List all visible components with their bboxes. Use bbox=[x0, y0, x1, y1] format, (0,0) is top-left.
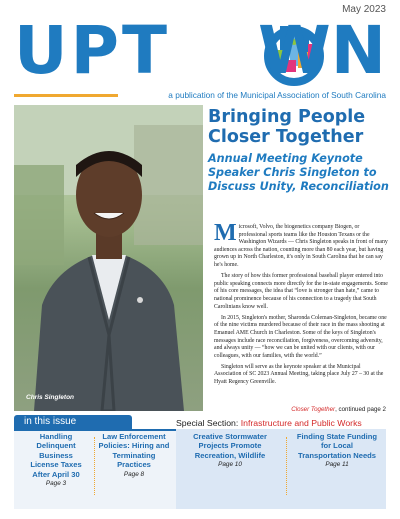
issue-item-page: Page 11 bbox=[325, 461, 349, 469]
photo-caption: Chris Singleton bbox=[26, 394, 75, 401]
continued-note[interactable] bbox=[291, 406, 386, 413]
issue-item-page: Page 8 bbox=[123, 470, 145, 478]
issue-item[interactable] bbox=[98, 432, 170, 480]
continued-link[interactable]: Closer Together bbox=[291, 406, 336, 413]
tagline-rule bbox=[14, 94, 118, 97]
continued-text: , continued page 2 bbox=[335, 406, 386, 413]
special-section-topic: Infrastructure and Public Works bbox=[240, 418, 362, 428]
issue-item-title[interactable]: Handling Delinquent Business License Taxes After April 30 bbox=[30, 432, 82, 479]
tagline-bar bbox=[14, 89, 386, 101]
cover-photo bbox=[14, 105, 203, 411]
masthead-title-main: UPT bbox=[14, 12, 170, 89]
issue-item[interactable] bbox=[294, 432, 380, 470]
issue-divider bbox=[94, 437, 95, 495]
story-paragraph bbox=[214, 220, 388, 270]
story-paragraph: Singleton will serve as the keynote speaker at the Municipal Association of SC 2023 Annual Meeting, taking place July 27 – 30 at the Hyatt Regency Greenville. bbox=[214, 363, 384, 386]
story-subhead: Annual Meeting Keynote Speaker Chris Singleton to Discuss Unity, Reconciliation bbox=[208, 152, 389, 193]
issue-item[interactable] bbox=[184, 432, 276, 470]
story-body bbox=[214, 220, 388, 390]
masthead bbox=[14, 12, 386, 90]
special-section-prefix: Special Section: bbox=[176, 418, 239, 428]
issue-item-title[interactable]: Finding State Funding for Local Transportation Needs bbox=[296, 432, 378, 460]
issue-item-page: Page 3 bbox=[45, 480, 67, 488]
story-paragraph: In 2015, Singleton's mother, Sharonda Coleman-Singleton, became one of the nine victims murdered because of their race in the mass shooting at Emanuel AME Church in Charleston. Some of the keys of Singleton's messages include race reconciliation, forgiveness, overcoming adversity, and always unity — “how we can be united with our clients, with our colleagues, with our families, with the world.” bbox=[214, 314, 387, 359]
issue-item-title[interactable]: Creative Stormwater Projects Promote Recreation, Wildlife bbox=[193, 432, 267, 460]
masthead-title-end: WN bbox=[257, 12, 386, 89]
story-paragraph: The story of how this former professional baseball player entered into public speaking connects more directly for the in-state engagements. Some of his core messages, the idea that “love is stronger than hate,” came to national prominence because of his connection to a tragedy that South Carolinians know well. bbox=[214, 273, 388, 310]
issue-item[interactable] bbox=[24, 432, 88, 489]
issue-divider bbox=[286, 437, 287, 495]
story-paragraph-text: icrosoft, Volvo, the biogenetics company Biogen, or professional sports teams like the Houston Texans or the Washington Wizards — Chris Singleton speaks in front of many audiences across the nation, counting more than 80 each year, but having grown up in North Charleston, it's only in South Carolina that he can say he's home. bbox=[214, 224, 388, 268]
in-this-issue-tab: in this issue bbox=[14, 415, 132, 429]
tagline: a publication of the Municipal Association of South Carolina bbox=[168, 90, 386, 100]
issue-date: May 2023 bbox=[342, 4, 386, 15]
issue-item-title[interactable]: Law Enforcement Policies: Hiring and Terminating Practices bbox=[98, 432, 170, 470]
story-headline: Bringing People Closer Together bbox=[208, 107, 366, 147]
special-section-label bbox=[176, 418, 362, 428]
portrait-illustration bbox=[14, 105, 203, 411]
issue-item-page: Page 10 bbox=[218, 461, 242, 469]
drop-cap: M bbox=[214, 220, 237, 246]
